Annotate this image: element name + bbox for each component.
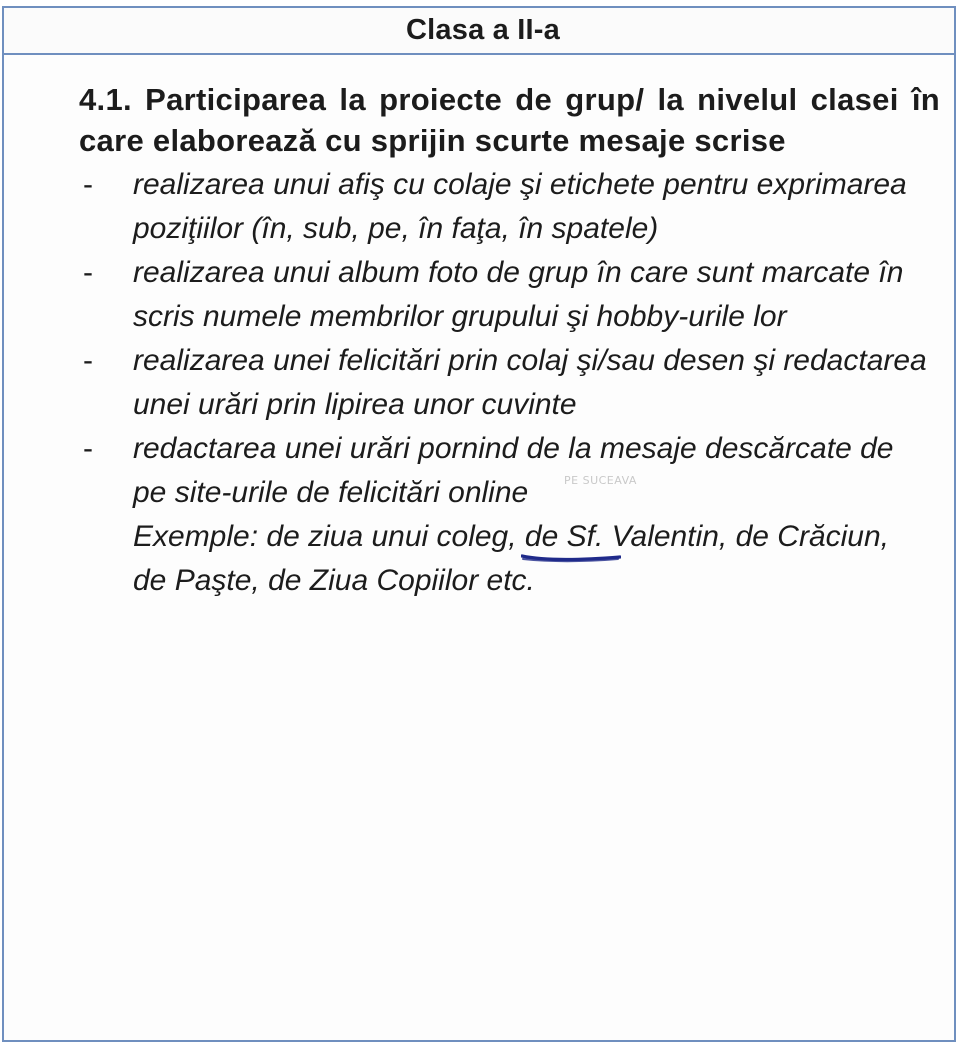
underlined-example [525, 515, 727, 559]
list-item [79, 251, 940, 339]
list-item [79, 163, 940, 251]
watermark-text: PE SUCEAVA [564, 474, 637, 487]
list-item [79, 339, 940, 427]
competence-heading: 4.1. Participarea la proiecte de grup/ la nivelul clasei în care elaborează cu sprijin scurte mesaje scrise [79, 82, 940, 158]
highlighted-text: de Sf. Valentin, [524, 520, 728, 553]
bullet-dash: - [83, 432, 93, 465]
activity-list [79, 163, 940, 515]
bullet-dash: - [83, 344, 93, 377]
document-table [2, 6, 956, 1042]
list-item [79, 427, 940, 515]
bullet-dash: - [83, 256, 93, 289]
list-item-text: redactarea unei urări pornind de la mesaje descărcate de pe site-urile de felicitări online [133, 432, 894, 509]
table-header-row [4, 8, 954, 55]
list-item-text: realizarea unei felicitări prin colaj şi/sau desen şi redactarea unei urări prin lipirea unor cuvinte [133, 344, 927, 421]
examples-prefix: Exemple: de ziua unui coleg, [133, 520, 525, 553]
list-item-text: realizarea unui afiş cu colaje şi etichete pentru exprimarea poziţiilor (în, sub, pe, în faţa, în spatele) [133, 168, 907, 245]
examples-suffix: de Crăciun, de Paşte, de Ziua Copiilor etc. [133, 520, 890, 597]
bullet-dash: - [83, 168, 93, 201]
examples-text [79, 515, 940, 603]
pen-underline-mark [521, 551, 621, 565]
list-item-text: realizarea unui album foto de grup în care sunt marcate în scris numele membrilor grupului şi hobby-urile lor [133, 256, 904, 333]
table-content-cell [4, 55, 954, 603]
class-title: Clasa a II-a [406, 14, 560, 46]
